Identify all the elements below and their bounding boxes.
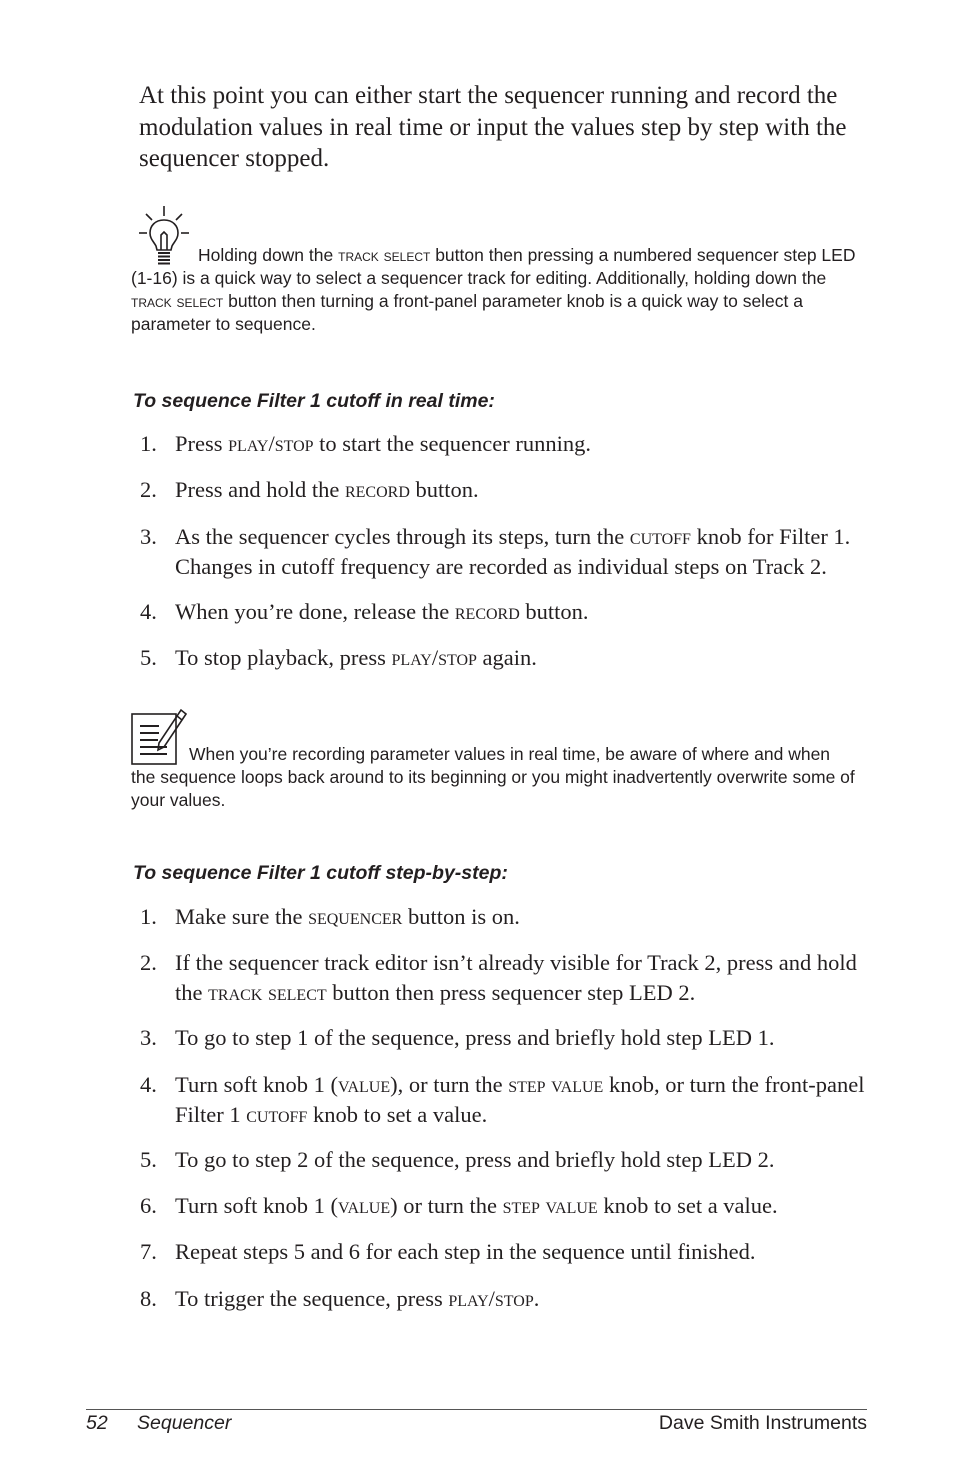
page-number: 52 [86, 1412, 108, 1434]
note-text: When you’re recording parameter values in real time, be aware of where and when the sequence loops back around to its beginning or you might inadvertently overwrite some of your values. [131, 706, 856, 812]
notepad-icon [131, 706, 187, 766]
tip-text: Holding down the track select button then pressing a numbered sequencer step LED (1-16) is a quick way to select a sequencer track for editing. Additionally, holding down the track select button then turning a front-panel parameter knob is a quick way to select a parameter to sequence. [131, 205, 856, 336]
lightbulb-icon [131, 205, 195, 267]
footer-divider [86, 1409, 867, 1410]
intro-paragraph: At this point you can either start the sequencer running and record the modulation values in real time or input the values step by step with the sequencer stopped. [139, 82, 847, 172]
footer-left [86, 1412, 231, 1435]
footer-brand: Dave Smith Instruments [658, 1412, 867, 1434]
section-heading-step: To sequence Filter 1 cutoff step-by-step: [133, 862, 508, 884]
footer-section: Sequencer [137, 1412, 232, 1434]
note-callout [131, 706, 856, 812]
tip-callout [131, 205, 856, 336]
section-heading-realtime: To sequence Filter 1 cutoff in real time: [133, 390, 495, 412]
